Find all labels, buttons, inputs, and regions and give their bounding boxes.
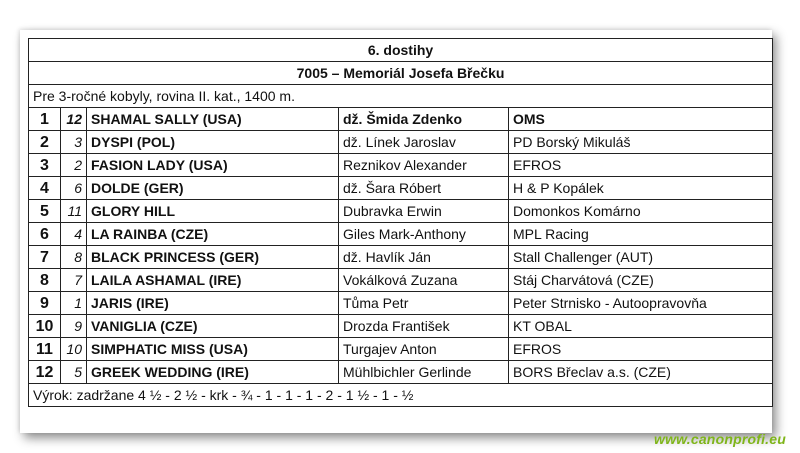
owner-cell: Peter Strnisko - Autoopravovňa — [509, 292, 773, 315]
owner-cell: EFROS — [509, 338, 773, 361]
start-number-cell: 7 — [61, 269, 87, 292]
place-cell: 9 — [29, 292, 61, 315]
table-row — [29, 338, 773, 361]
jockey-cell: Dubravka Erwin — [339, 200, 509, 223]
table-row — [29, 361, 773, 384]
start-number-cell: 11 — [61, 200, 87, 223]
jockey-cell: dž. Šmida Zdenko — [339, 108, 509, 131]
owner-cell: PD Borský Mikuláš — [509, 131, 773, 154]
start-number-cell: 8 — [61, 246, 87, 269]
table-row — [29, 131, 773, 154]
table-row — [29, 223, 773, 246]
horse-name-cell: GREEK WEDDING (IRE) — [87, 361, 339, 384]
jockey-cell: dž. Línek Jaroslav — [339, 131, 509, 154]
horse-name-cell: BLACK PRINCESS (GER) — [87, 246, 339, 269]
owner-cell: EFROS — [509, 154, 773, 177]
jockey-cell: Turgajev Anton — [339, 338, 509, 361]
place-cell: 2 — [29, 131, 61, 154]
jockey-cell: Mühlbichler Gerlinde — [339, 361, 509, 384]
race-title: 7005 – Memoriál Josefa Břečku — [29, 62, 773, 85]
jockey-cell: dž. Šara Róbert — [339, 177, 509, 200]
horse-name-cell: GLORY HILL — [87, 200, 339, 223]
place-cell: 1 — [29, 108, 61, 131]
start-number-cell: 9 — [61, 315, 87, 338]
table-row — [29, 269, 773, 292]
table-row — [29, 154, 773, 177]
horse-name-cell: LAILA ASHAMAL (IRE) — [87, 269, 339, 292]
place-cell: 3 — [29, 154, 61, 177]
table-row — [29, 315, 773, 338]
table-row — [29, 246, 773, 269]
horse-name-cell: FASION LADY (USA) — [87, 154, 339, 177]
place-cell: 4 — [29, 177, 61, 200]
race-conditions-row — [29, 85, 773, 108]
horse-name-cell: VANIGLIA (CZE) — [87, 315, 339, 338]
place-cell: 11 — [29, 338, 61, 361]
place-cell: 6 — [29, 223, 61, 246]
table-row — [29, 177, 773, 200]
owner-cell: Stáj Charvátová (CZE) — [509, 269, 773, 292]
start-number-cell: 10 — [61, 338, 87, 361]
start-number-cell: 2 — [61, 154, 87, 177]
owner-cell: KT OBAL — [509, 315, 773, 338]
place-cell: 12 — [29, 361, 61, 384]
jockey-cell: Reznikov Alexander — [339, 154, 509, 177]
owner-cell: H & P Kopálek — [509, 177, 773, 200]
watermark-text: www.canonprofi.eu — [654, 431, 786, 447]
race-conditions: Pre 3-ročné kobyly, rovina II. kat., 1400 m. — [29, 85, 773, 108]
verdict-row — [29, 384, 773, 407]
place-cell: 8 — [29, 269, 61, 292]
start-number-cell: 1 — [61, 292, 87, 315]
race-heading-row — [29, 39, 773, 62]
horse-name-cell: JARIS (IRE) — [87, 292, 339, 315]
start-number-cell: 12 — [61, 108, 87, 131]
place-cell: 10 — [29, 315, 61, 338]
horse-name-cell: LA RAINBA (CZE) — [87, 223, 339, 246]
horse-name-cell: DOLDE (GER) — [87, 177, 339, 200]
race-heading: 6. dostihy — [29, 39, 773, 62]
start-number-cell: 3 — [61, 131, 87, 154]
jockey-cell: Vokálková Zuzana — [339, 269, 509, 292]
owner-cell: Stall Challenger (AUT) — [509, 246, 773, 269]
owner-cell: MPL Racing — [509, 223, 773, 246]
place-cell: 5 — [29, 200, 61, 223]
race-verdict: Výrok: zadržane 4 ½ - 2 ½ - krk - ¾ - 1 - 1 - 1 - 2 - 1 ½ - 1 - ½ — [29, 384, 773, 407]
owner-cell: Domonkos Komárno — [509, 200, 773, 223]
jockey-cell: dž. Havlík Ján — [339, 246, 509, 269]
jockey-cell: Tůma Petr — [339, 292, 509, 315]
jockey-cell: Drozda František — [339, 315, 509, 338]
horse-name-cell: SIMPHATIC MISS (USA) — [87, 338, 339, 361]
results-card — [20, 30, 772, 433]
table-row — [29, 292, 773, 315]
table-row — [29, 108, 773, 131]
start-number-cell: 4 — [61, 223, 87, 246]
horse-name-cell: SHAMAL SALLY (USA) — [87, 108, 339, 131]
table-row — [29, 200, 773, 223]
race-title-row — [29, 62, 773, 85]
place-cell: 7 — [29, 246, 61, 269]
owner-cell: BORS Břeclav a.s. (CZE) — [509, 361, 773, 384]
jockey-cell: Giles Mark-Anthony — [339, 223, 509, 246]
owner-cell: OMS — [509, 108, 773, 131]
start-number-cell: 6 — [61, 177, 87, 200]
horse-name-cell: DYSPI (POL) — [87, 131, 339, 154]
start-number-cell: 5 — [61, 361, 87, 384]
race-results-table — [28, 38, 773, 407]
